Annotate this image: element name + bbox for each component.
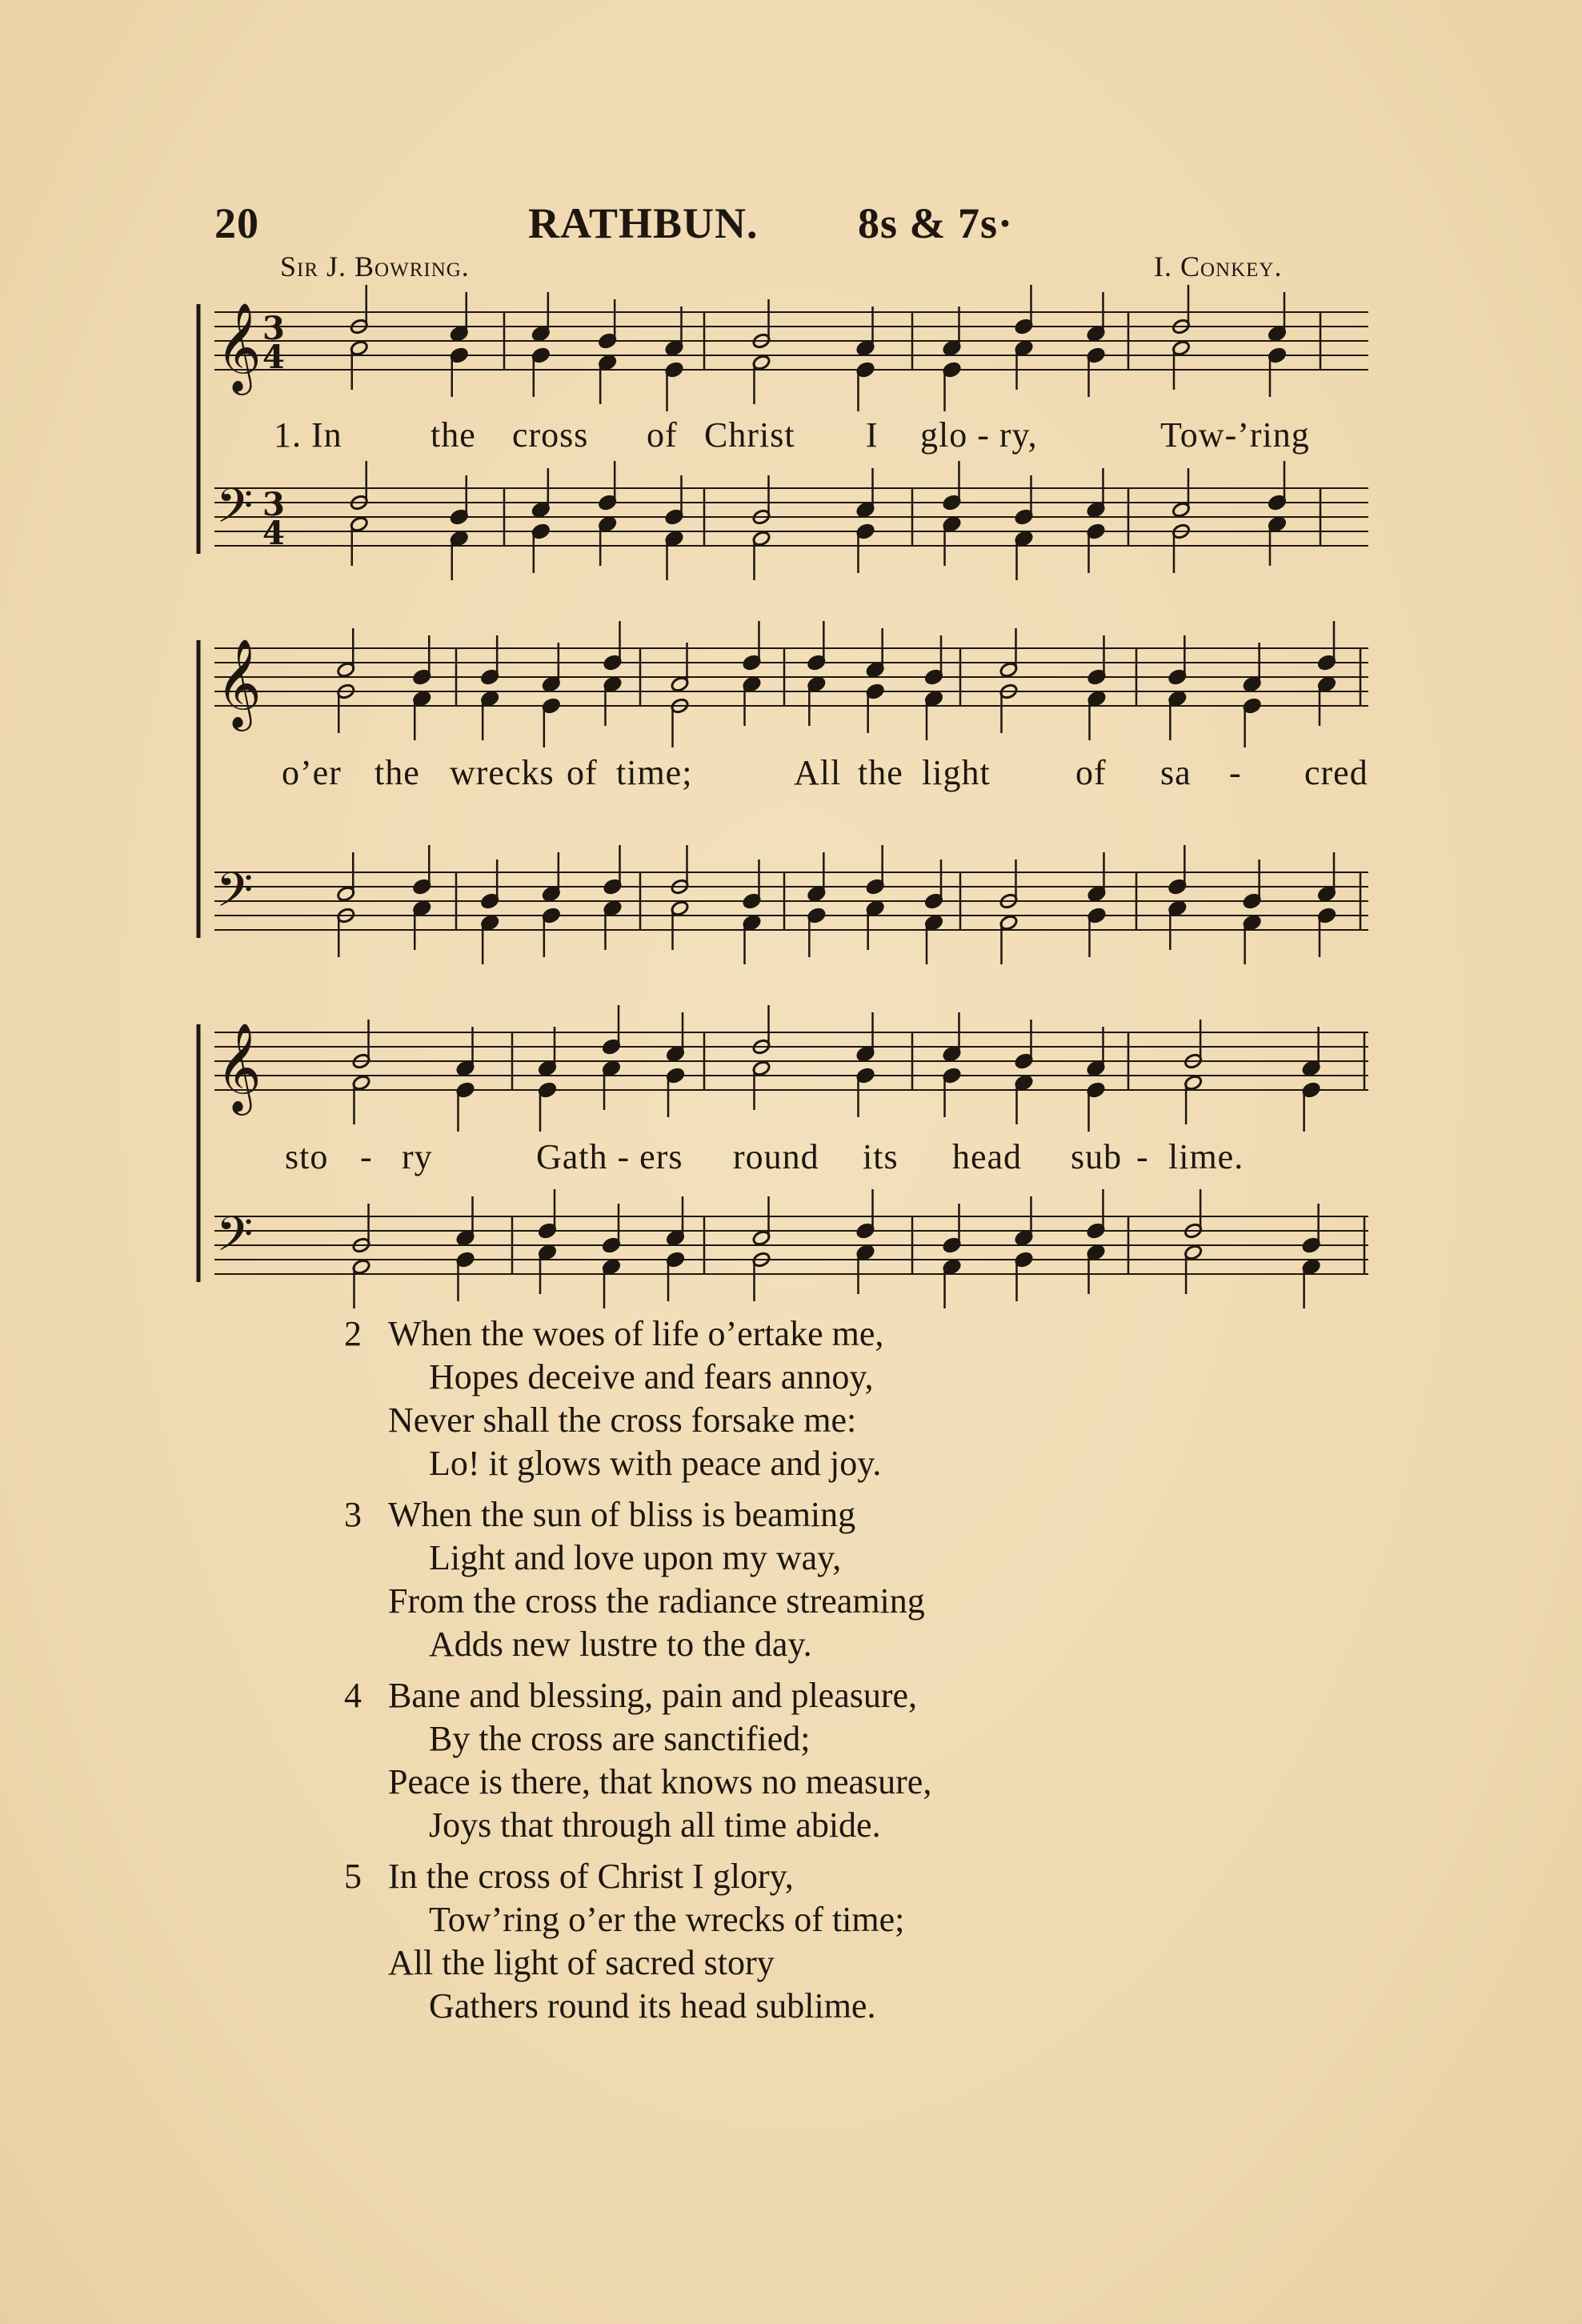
time-signature-top: 3	[262, 310, 285, 347]
lyric-syllable: glo - ry,	[920, 415, 1038, 455]
stanza-line	[336, 1493, 1296, 1537]
lyric-syllable: sub	[1071, 1137, 1123, 1176]
stanza-line: Lo! it glows with peace and joy.	[429, 1444, 882, 1483]
page-number: 20	[214, 199, 259, 247]
lyric-syllable: -	[1136, 1137, 1149, 1176]
stanza-line: Tow’ring o’er the wrecks of time;	[429, 1900, 905, 1939]
lyric-syllable: of	[567, 753, 598, 792]
lyric-syllable: All	[794, 753, 842, 792]
meter: 8s & 7s·	[858, 199, 1014, 247]
stanza-number: 2	[344, 1314, 362, 1353]
lyric-syllable: the	[374, 753, 420, 792]
lyric-syllable: 1. In	[274, 415, 342, 455]
stanza-line: Gathers round its head sublime.	[429, 1986, 876, 2025]
lyric-syllable: Gath - ers	[536, 1137, 683, 1176]
lyric-syllable: time;	[616, 753, 693, 792]
stanza-line	[336, 1855, 1296, 1898]
lyric-syllable: its	[863, 1137, 899, 1176]
stanza-3	[336, 1493, 1296, 1666]
stanzas	[336, 1312, 1296, 2036]
stanza-line: Peace is there, that knows no measure,	[388, 1762, 932, 1801]
lyric-syllable: -	[1229, 753, 1242, 792]
lyric-syllable: cred	[1304, 753, 1368, 792]
stanza-line-text: When the woes of life o’ertake me,	[388, 1314, 884, 1353]
music-system-3	[192, 1016, 1376, 1312]
stanza-line: From the cross the radiance streaming	[388, 1581, 925, 1621]
tune-title: RATHBUN.	[528, 199, 759, 247]
lyric-syllable: the	[431, 415, 476, 455]
bass-clef-icon: 𝄢	[216, 862, 254, 929]
stanza-line: Hopes deceive and fears annoy,	[429, 1357, 874, 1396]
lyric-syllable: ry	[402, 1137, 433, 1176]
stanza-line: Never shall the cross forsake me:	[388, 1400, 857, 1440]
lyric-line-1	[192, 415, 1376, 463]
time-signature-top: 3	[262, 486, 285, 523]
stanza-2	[336, 1312, 1296, 1485]
bass-clef-icon: 𝄢	[216, 1206, 254, 1273]
stanza-4	[336, 1674, 1296, 1847]
lyric-syllable: the	[858, 753, 903, 792]
music-system-1	[192, 296, 1376, 584]
lyric-syllable: lime.	[1168, 1137, 1244, 1176]
lyric-syllable: -	[360, 1137, 373, 1176]
lyric-syllable: sa	[1160, 753, 1192, 792]
stanza-line: Adds new lustre to the day.	[429, 1625, 812, 1664]
time-signature-bottom: 4	[262, 339, 285, 376]
lyric-syllable: I	[866, 415, 879, 455]
lyric-syllable: wrecks	[450, 753, 555, 792]
lyric-syllable: of	[1075, 753, 1107, 792]
lyric-syllable: cross	[512, 415, 589, 455]
stanza-line-text: Bane and blessing, pain and pleasure,	[388, 1676, 918, 1715]
composer-credit: I. Conkey.	[1154, 250, 1283, 282]
lyric-syllable: Tow-’ring	[1160, 415, 1310, 455]
stanza-5	[336, 1855, 1296, 2028]
music-notation-2	[192, 632, 1376, 992]
stanza-number: 4	[344, 1676, 362, 1715]
stanza-line: By the cross are sanctified;	[429, 1719, 811, 1758]
lyric-syllable: light	[922, 753, 991, 792]
stanza-line: Light and love upon my way,	[429, 1538, 842, 1577]
lyric-syllable: of	[647, 415, 678, 455]
stanza-line: Joys that through all time abide.	[429, 1805, 881, 1845]
lyric-syllable: sto	[285, 1137, 329, 1176]
author-credit: Sir J. Bowring.	[280, 250, 470, 282]
stanza-line-text: In the cross of Christ I glory,	[388, 1857, 794, 1896]
lyric-syllable: round	[733, 1137, 819, 1176]
stanza-line: All the light of sacred story	[388, 1943, 775, 1982]
lyric-syllable: head	[952, 1137, 1023, 1176]
time-signature-bottom: 4	[262, 515, 285, 552]
treble-clef-icon: 𝄞	[216, 1022, 262, 1112]
stanza-line	[336, 1312, 1296, 1356]
treble-clef-icon: 𝄞	[216, 638, 262, 727]
lyric-line-3	[192, 1136, 1376, 1184]
stanza-number: 3	[344, 1495, 362, 1534]
stanza-number: 5	[344, 1857, 362, 1896]
bass-clef-icon: 𝄢	[216, 478, 254, 545]
lyric-line-2	[192, 752, 1376, 800]
lyric-syllable: Christ	[704, 415, 795, 455]
stanza-line	[336, 1674, 1296, 1717]
lyric-syllable: o’er	[282, 753, 342, 792]
stanza-line-text: When the sun of bliss is beaming	[388, 1495, 856, 1534]
treble-clef-icon: 𝄞	[216, 302, 262, 391]
music-system-2	[192, 632, 1376, 992]
